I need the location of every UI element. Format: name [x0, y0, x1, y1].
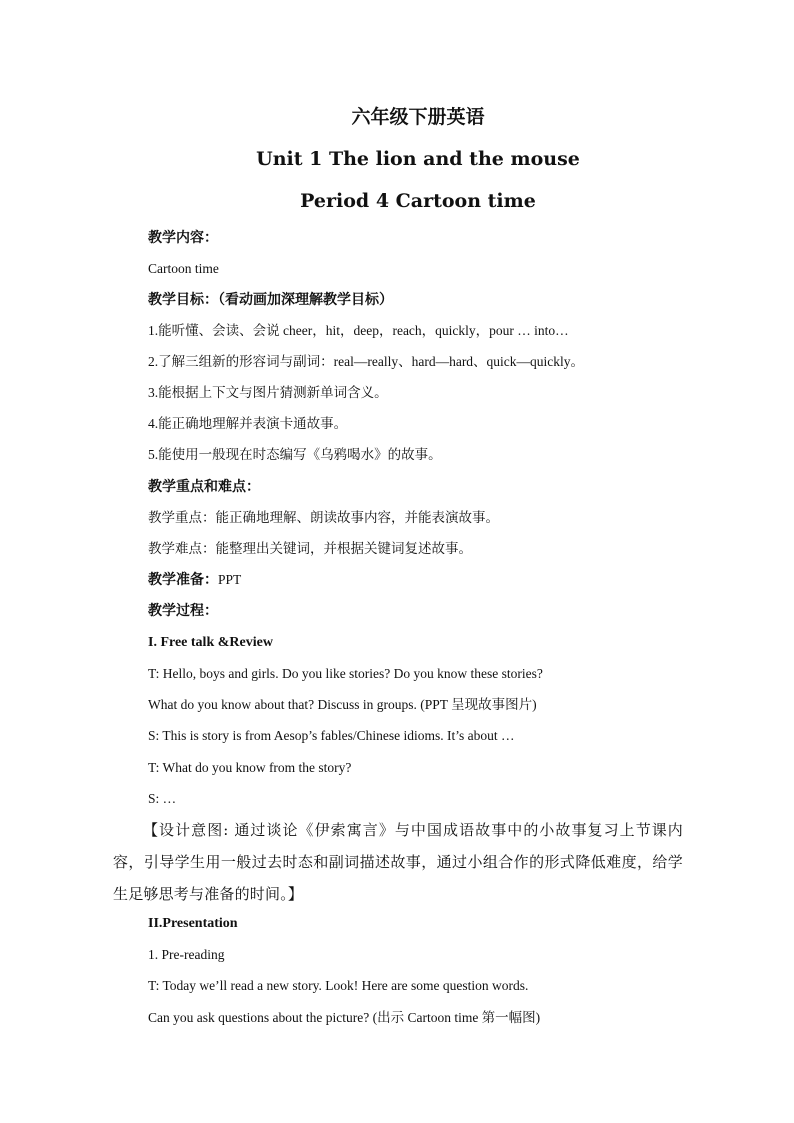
- objective-item: 1.能听懂、会读、会说 cheer，hit，deep，reach，quickly，pour … into…: [148, 323, 569, 338]
- key-point-text: 教学重点：能正确地理解、朗读故事内容，并能表演故事。: [148, 510, 499, 525]
- dialogue-line: What do you know about that? Discuss in groups. (PPT 呈现故事图片): [148, 697, 537, 712]
- content-text: Cartoon time: [148, 261, 219, 276]
- period-title: Period 4 Cartoon time: [300, 190, 536, 212]
- document-title: 六年级下册英语: [351, 106, 485, 128]
- content-heading: 教学内容：: [148, 230, 218, 246]
- design-intent-note: 【设计意图: 通过谈论《伊索寓言》与中国成语故事中的小故事复习上节课内容，引导学生用一般过去时态和副词描述故事，通过小组合作的形式降低难度，给学生足够思考与准备的时间。】: [113, 821, 683, 903]
- section-title: I. Free talk &Review: [148, 635, 273, 650]
- difficult-point-text: 教学难点：能整理出关键词，并根据关键词复述故事。: [148, 541, 472, 556]
- preparation-label: 教学准备：: [148, 572, 218, 588]
- objective-item: 3.能根据上下文与图片猜测新单词含义。: [148, 385, 388, 400]
- process-heading: 教学过程：: [148, 603, 218, 619]
- dialogue-line: 1. Pre-reading: [148, 947, 225, 962]
- preparation-line: [148, 573, 241, 587]
- dialogue-line: S: This is story is from Aesop’s fables/Chinese idioms. It’s about …: [148, 728, 515, 743]
- dialogue-line: Can you ask questions about the picture? (出示 Cartoon time 第一幅图): [148, 1010, 541, 1025]
- dialogue-line: T: Today we’ll read a new story. Look! Here are some question words.: [148, 978, 529, 993]
- preparation-value: PPT: [218, 572, 242, 587]
- dialogue-line: T: Hello, boys and girls. Do you like stories? Do you know these stories?: [148, 666, 543, 681]
- objectives-heading: 教学目标：（看动画加深理解教学目标）: [148, 292, 393, 308]
- dialogue-line: T: What do you know from the story?: [148, 760, 352, 775]
- section-title: II.Presentation: [148, 916, 238, 931]
- objective-item: 2.了解三组新的形容词与副词：real—really、hard—hard、quick—quickly。: [148, 354, 585, 369]
- dialogue-line: S: …: [148, 791, 177, 806]
- objective-item: 4.能正确地理解并表演卡通故事。: [148, 416, 348, 431]
- key-points-heading: 教学重点和难点：: [148, 479, 260, 495]
- objective-item: 5.能使用一般现在时态编写《乌鸦喝水》的故事。: [148, 447, 442, 462]
- unit-title: Unit 1 The lion and the mouse: [256, 148, 580, 170]
